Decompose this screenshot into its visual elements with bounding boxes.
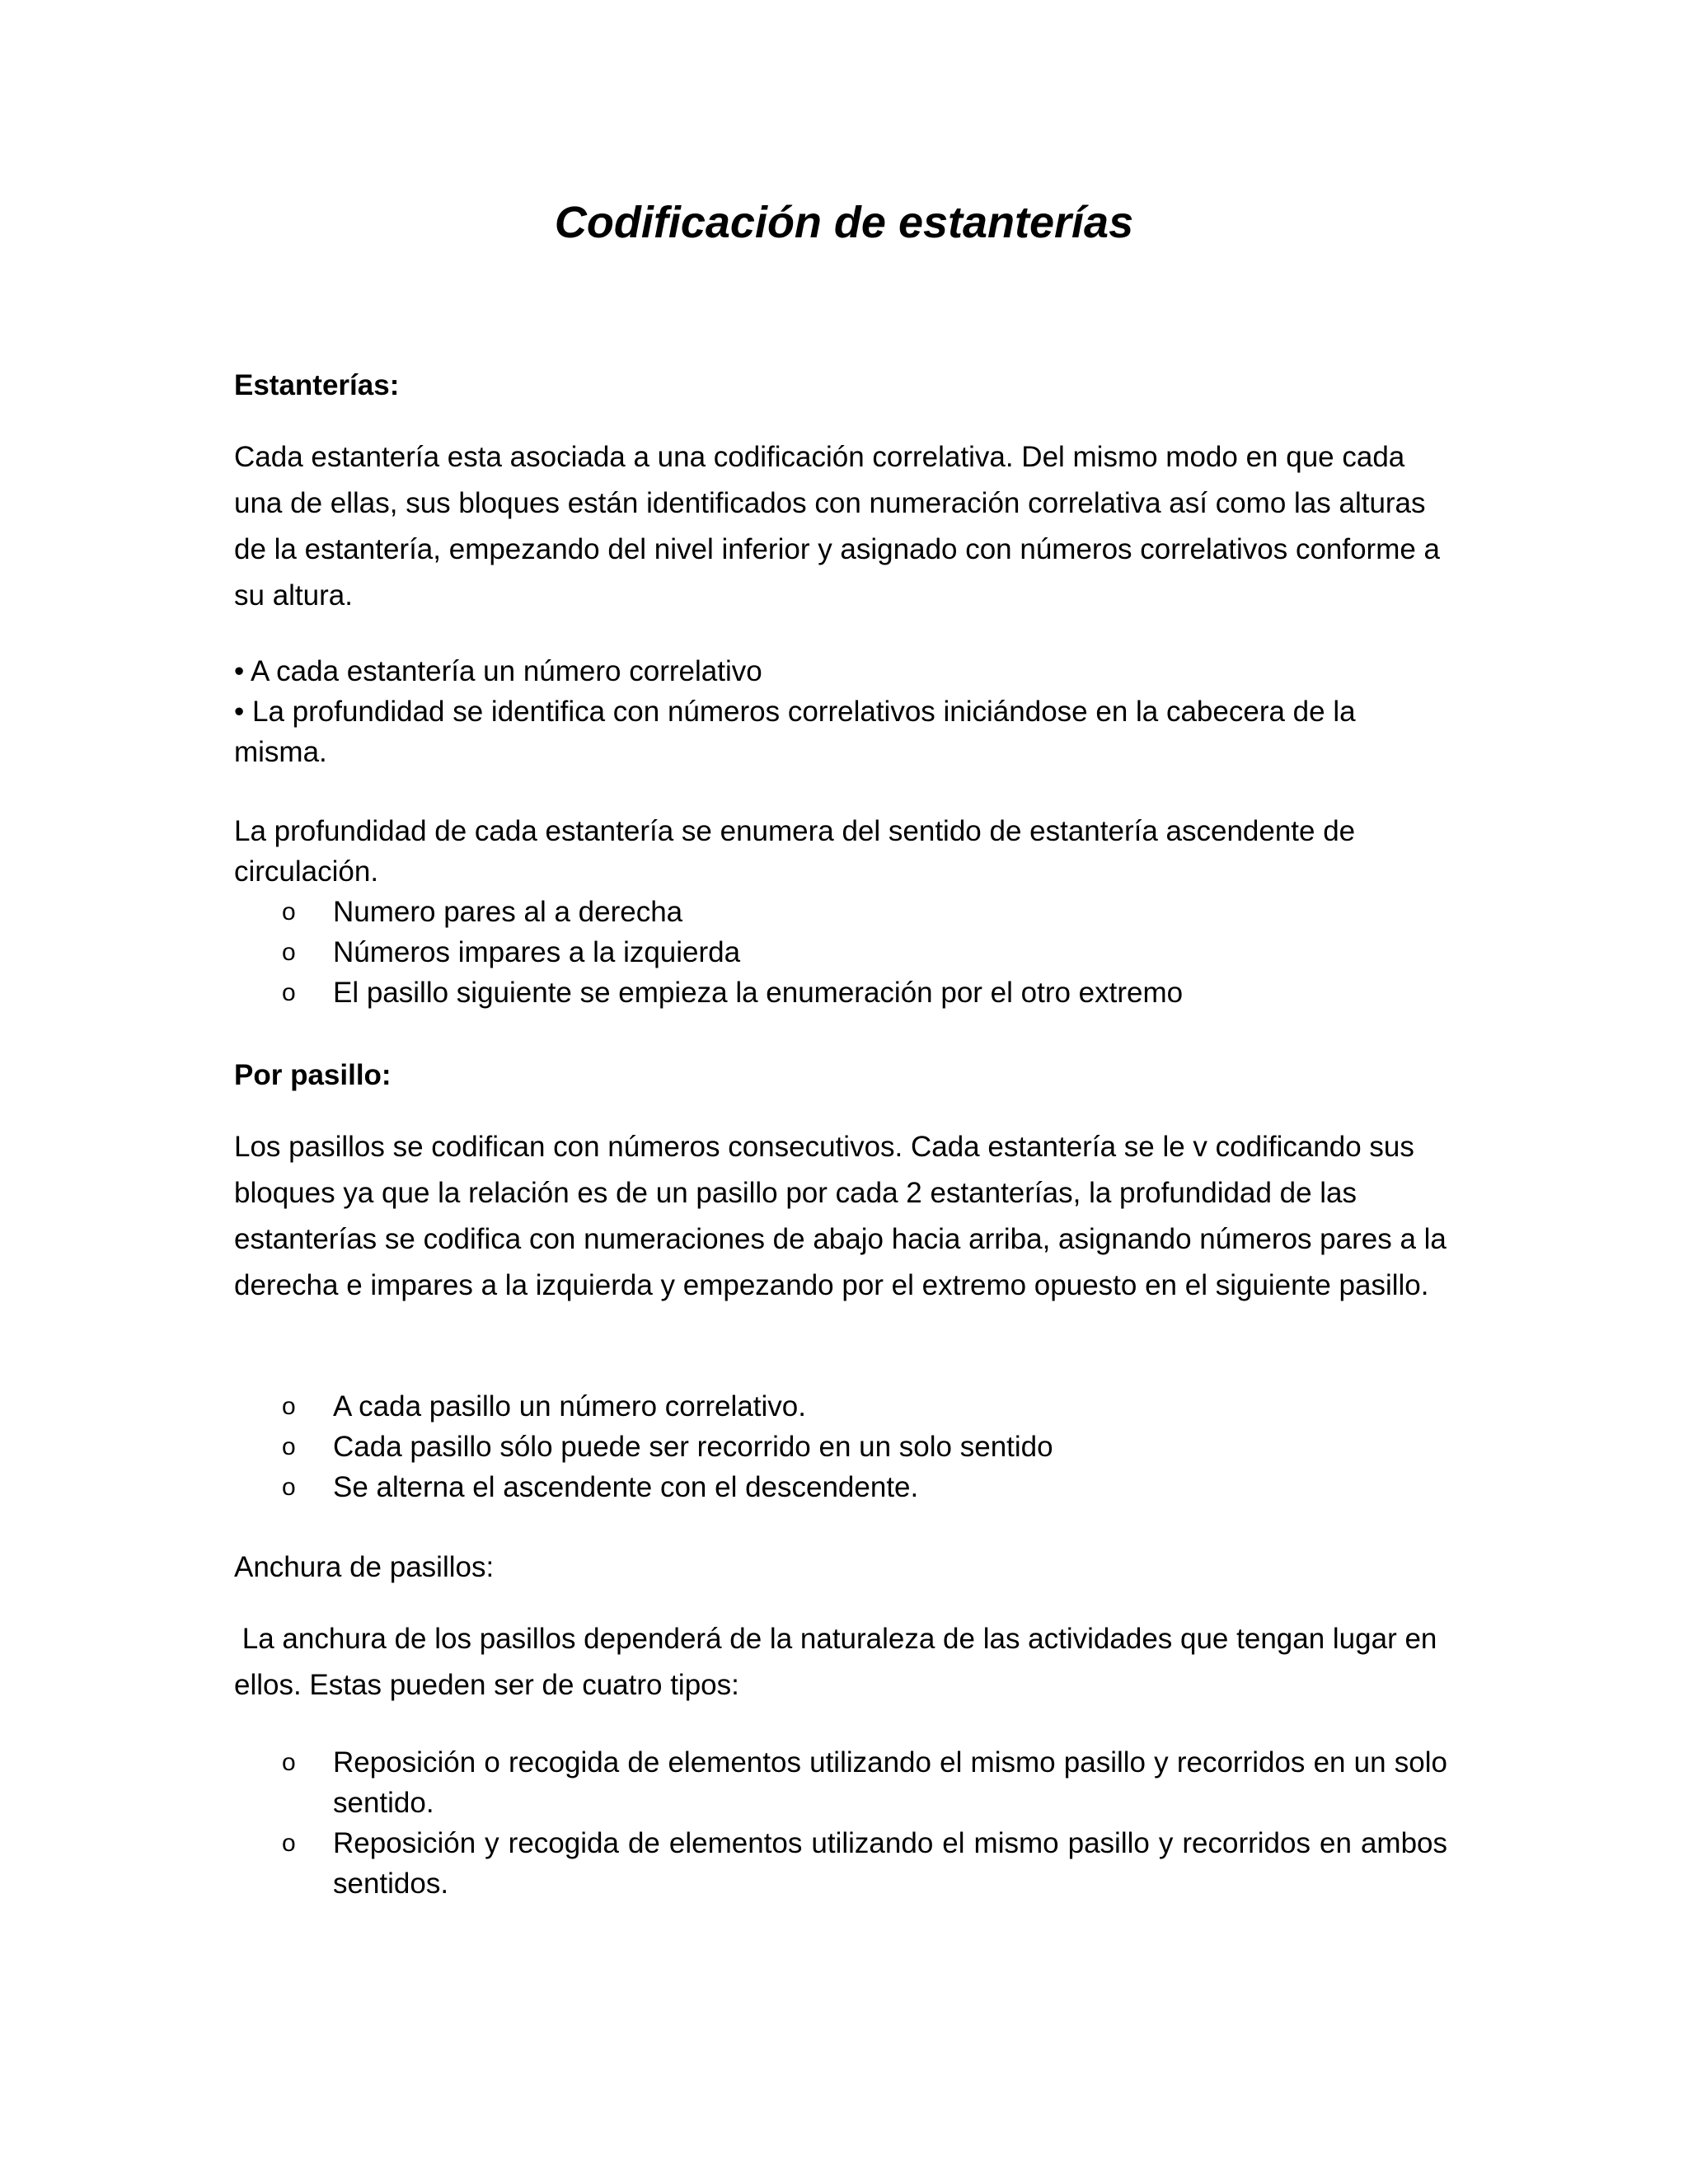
paragraph-por-pasillo: Los pasillos se codifican con números consecutivos. Cada estantería se le v codificando sus bloques ya que la relación es de un pasillo por cada 2 estanterías, la profundidad de las estanterías se codifica con numeraciones de abajo hacia arriba, asignando números pares a la derecha e impares a la izquierda y empezando por el extremo opuesto en el siguiente pasillo. bbox=[234, 1131, 1447, 1301]
circle-bullet-marker: o bbox=[282, 1830, 296, 1857]
section-heading-anchura: Anchura de pasillos: bbox=[234, 1551, 495, 1583]
paragraph-estanterias: Cada estantería esta asociada a una codificación correlativa. Del mismo modo en que cada una de ellas, sus bloques están identificados con numeración correlativa así como las alturas de la estantería, empezando del nivel inferior y asignado con números correlativos conforme a su altura. bbox=[234, 441, 1441, 612]
bullet-item: • A cada estantería un número correlativo bbox=[234, 655, 762, 687]
sublist-item-text: El pasillo siguiente se empieza la enumeración por el otro extremo bbox=[333, 977, 1184, 1009]
bullet-item: • La profundidad se identifica con números correlativos iniciándose en la cabecera de la misma. bbox=[234, 696, 1356, 768]
sublist-item bbox=[234, 1386, 1447, 1427]
sublist-item-text: Numero pares al a derecha bbox=[333, 896, 683, 928]
sublist-item bbox=[234, 892, 1447, 932]
page-title: Codificación de estanterías bbox=[554, 198, 1134, 247]
sublist-item bbox=[234, 932, 1447, 972]
sublist-estanterias bbox=[234, 892, 1447, 1013]
circle-bullet-marker: o bbox=[282, 1749, 296, 1776]
section-heading-por-pasillo: Por pasillo: bbox=[234, 1059, 392, 1091]
sublist-por-pasillo bbox=[234, 1386, 1447, 1507]
sublist-item bbox=[234, 1427, 1447, 1467]
sublist-item-text: Números impares a la izquierda bbox=[333, 936, 741, 968]
circle-bullet-marker: o bbox=[282, 939, 296, 966]
sublist-item-text: Reposición y recogida de elementos utilizando el mismo pasillo y recorridos en ambos sentidos. bbox=[333, 1827, 1447, 1900]
sublist-item-text: Reposición o recogida de elementos utilizando el mismo pasillo y recorridos en un solo sentido. bbox=[333, 1746, 1447, 1819]
circle-bullet-marker: o bbox=[282, 1474, 296, 1501]
sublist-item bbox=[234, 1467, 1447, 1507]
paragraph-profundidad: La profundidad de cada estantería se enumera del sentido de estantería ascendente de circulación. bbox=[234, 815, 1356, 888]
circle-bullet-marker: o bbox=[282, 1393, 296, 1420]
sublist-anchura bbox=[234, 1742, 1447, 1904]
paragraph-anchura: La anchura de los pasillos dependerá de la naturaleza de las actividades que tengan lugar en ellos. Estas pueden ser de cuatro tipos: bbox=[234, 1623, 1446, 1701]
circle-bullet-marker: o bbox=[282, 1433, 296, 1460]
sublist-item-text: Cada pasillo sólo puede ser recorrido en un solo sentido bbox=[333, 1431, 1053, 1463]
bullet-list-estanterias bbox=[234, 651, 1447, 772]
sublist-item bbox=[234, 972, 1447, 1013]
sublist-item-text: A cada pasillo un número correlativo. bbox=[333, 1390, 806, 1422]
circle-bullet-marker: o bbox=[282, 898, 296, 926]
sublist-item bbox=[234, 1742, 1447, 1823]
circle-bullet-marker: o bbox=[282, 979, 296, 1006]
sublist-item-text: Se alterna el ascendente con el descendente. bbox=[333, 1471, 919, 1503]
section-heading-estanterias: Estanterías: bbox=[234, 369, 400, 401]
sublist-item bbox=[234, 1823, 1447, 1904]
